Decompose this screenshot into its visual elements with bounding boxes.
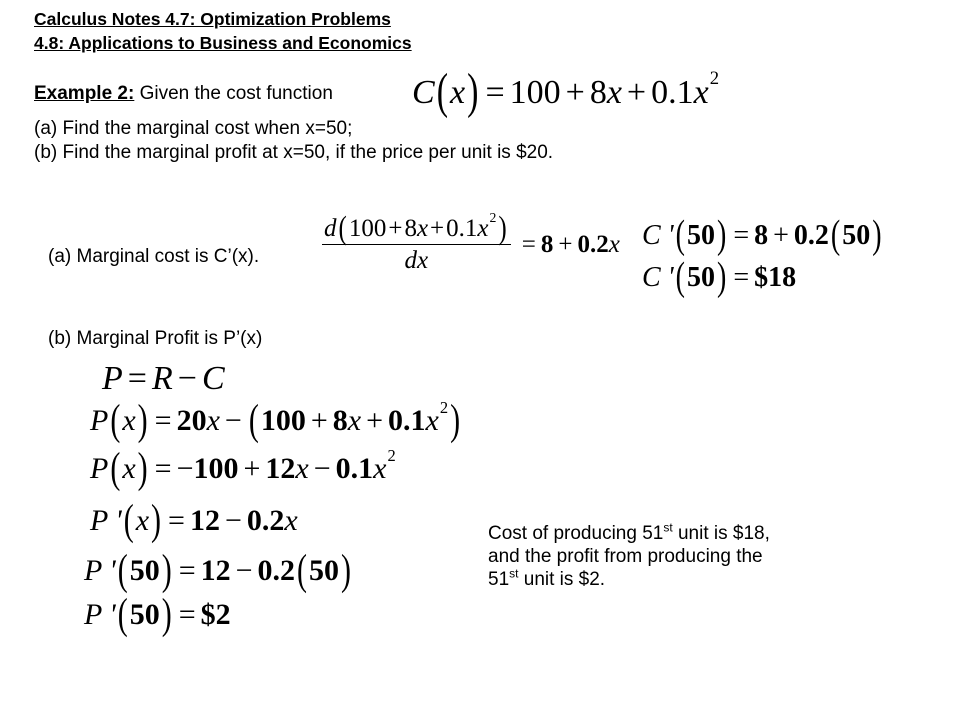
deriv-quad: 0.1 — [446, 215, 478, 242]
derivative-fraction: d ( 100 + 8 x + 0.1 x 2 ) dx — [322, 216, 511, 273]
eq3-lhs: P — [90, 452, 109, 485]
conclusion-line-2: and the profit from producing the — [488, 546, 763, 567]
eq5-lhs: P ' — [84, 554, 116, 587]
marginal-cost-eval-2: C ' ( 50 ) = $18 — [642, 254, 797, 300]
eq2-lhs: P — [90, 404, 109, 437]
eq1-p: P — [102, 360, 123, 397]
c3-pre: 51 — [488, 569, 510, 590]
eq2-const: 100 — [260, 404, 306, 437]
eval2-lhs: C ' — [642, 262, 674, 293]
eq2-exp: 2 — [439, 398, 449, 418]
cost-exp: 2 — [709, 67, 720, 89]
eq6-lhs: P ' — [84, 598, 116, 631]
eq3-const: 100 — [193, 452, 239, 485]
deriv-result-const: 8 — [540, 231, 554, 258]
eq1-r: R — [151, 360, 173, 397]
eq5-arg-2: 50 — [309, 554, 340, 587]
solution-b-label: (b) Marginal Profit is P’(x) — [48, 328, 263, 349]
deriv-const: 100 — [348, 215, 387, 242]
eq5-coef: 0.2 — [257, 554, 296, 587]
deriv-result-coef: 0.2 — [577, 231, 609, 258]
eval1-rhs-arg: 50 — [842, 220, 871, 251]
eq3-lin: 12 — [265, 452, 296, 485]
c3-sup: st — [509, 566, 519, 581]
example-intro — [34, 82, 333, 105]
cost-function-equation: C ( x ) = 100 + 8 x + 0.1 x 2 — [412, 65, 720, 120]
c1-post: unit is $18, — [672, 523, 770, 544]
eq6-arg: 50 — [129, 598, 160, 631]
deriv-dx: dx — [404, 247, 429, 274]
deriv-d: d — [324, 215, 337, 242]
solution-a-label: (a) Marginal cost is C’(x). — [48, 246, 260, 267]
eq1-c: C — [201, 360, 225, 397]
eq4-const: 12 — [189, 504, 220, 537]
eq5-const: 12 — [200, 554, 231, 587]
derivative-expression: d ( 100 + 8 x + 0.1 x 2 ) dx = 8 + 0.2 x — [324, 210, 620, 274]
deriv-lin: 8 — [404, 215, 417, 242]
eq4-coef: 0.2 — [246, 504, 285, 537]
c3-post: unit is $2. — [518, 569, 606, 590]
c1-sup: st — [663, 520, 673, 535]
c1-pre: Cost of producing 51 — [488, 523, 664, 544]
eq2-quad: 0.1 — [388, 404, 426, 437]
example-part-a: (a) Find the marginal cost when x=50; — [34, 118, 353, 139]
eq6-rhs: $2 — [200, 598, 231, 631]
eq3-exp: 2 — [387, 446, 396, 466]
example-part-b: (b) Find the marginal profit at x=50, if the price per unit is $20. — [34, 142, 554, 163]
profit-definition: P = R − C — [102, 360, 225, 397]
conclusion-line-1 — [488, 522, 868, 545]
marginal-profit-eval-2: P ' ( 50 ) = $2 — [84, 590, 231, 639]
eval1-rhs-b: 0.2 — [793, 220, 829, 251]
eval1-arg: 50 — [687, 220, 715, 251]
deriv-exp: 2 — [489, 210, 497, 226]
profit-function-expanded: P ( x ) = 20 x − ( 100 + 8 x + 0.1 x 2 ) — [90, 396, 461, 445]
marginal-profit-eval-1: P ' ( 50 ) = 12 − 0.2 ( 50 ) — [84, 546, 352, 595]
conclusion-line-3 — [488, 568, 868, 591]
page-title: Calculus Notes 4.7: Optimization Problems — [34, 9, 391, 29]
profit-function-simplified: P ( x ) = − 100 + 12 x − 0.1 x 2 — [90, 444, 396, 493]
marginal-cost-eval-1: C ' ( 50 ) = 8 + 0.2 ( 50 ) — [642, 212, 882, 258]
eval1-rhs-a: 8 — [754, 220, 769, 251]
eq4-lhs: P ' — [90, 504, 122, 537]
eq2-rev: 20 — [176, 404, 207, 437]
cost-symbol: C — [412, 74, 435, 111]
example-label: Example 2: — [34, 83, 135, 104]
conclusion-text — [488, 522, 868, 591]
eval1-lhs: C ' — [642, 220, 674, 251]
eq2-lin: 8 — [332, 404, 348, 437]
eval2-arg: 50 — [687, 262, 715, 293]
cost-linear-coef: 8 — [589, 74, 607, 111]
cost-quad-coef: 0.1 — [651, 74, 694, 111]
example-intro-text: Given the cost function — [139, 83, 333, 104]
cost-var: x — [450, 74, 466, 111]
eval2-rhs: $18 — [754, 262, 797, 293]
cost-const: 100 — [509, 74, 561, 111]
marginal-profit-function: P ' ( x ) = 12 − 0.2 x — [90, 496, 298, 545]
page-subtitle: 4.8: Applications to Business and Economics — [34, 33, 412, 53]
eq5-arg: 50 — [129, 554, 160, 587]
eq3-quad: 0.1 — [335, 452, 374, 485]
